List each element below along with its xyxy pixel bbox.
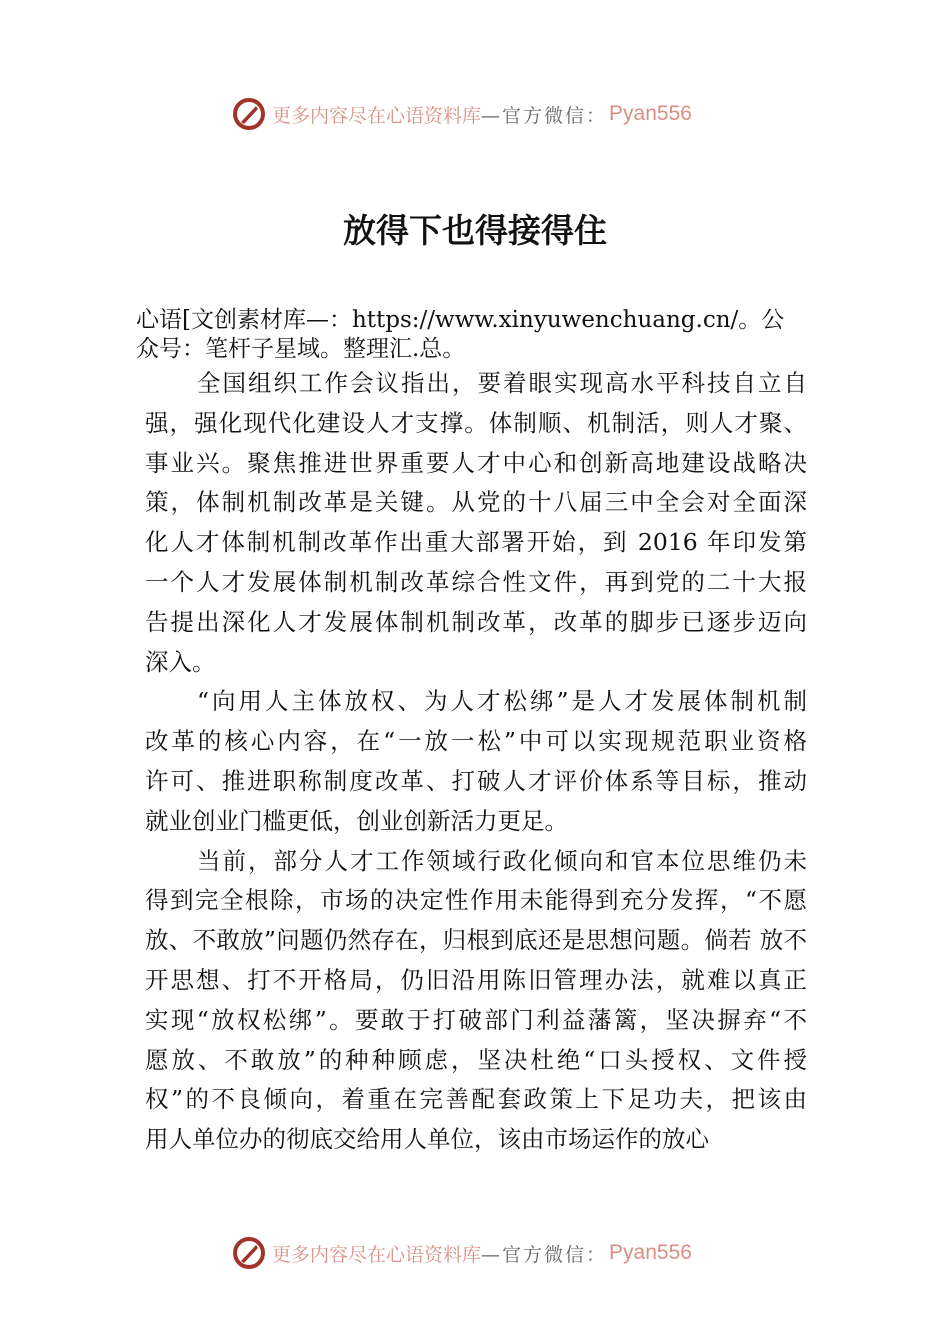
watermark-text: 更多内容尽在心语资料库 xyxy=(272,1243,482,1266)
paragraph-line: 强，强化现代化建设人才支撑。体制顺、机制活，则人才聚、 xyxy=(145,408,807,437)
paragraph-line: 得到完全根除，市场的决定性作用未能得到充分发挥，“不愿 xyxy=(145,886,807,915)
header-watermark xyxy=(232,97,692,131)
watermark-wechat-id: Pyan556 xyxy=(609,102,692,125)
document-body xyxy=(145,364,807,1160)
source-line: 心语[文创素材库—：https://www.xinyuwenchuang.cn/。公 xyxy=(136,307,785,333)
paragraph-line: 策，体制机制改革是关键。从党的十八届三中全会对全面深 xyxy=(145,488,807,517)
paragraph-line: 深入。 xyxy=(145,647,216,676)
paragraph-line: 事业兴。聚焦推进世界重要人才中心和创新高地建设战略决 xyxy=(145,448,807,477)
paragraph xyxy=(145,842,807,1160)
logo-icon xyxy=(232,1236,266,1270)
paragraph-line: 愿放、不敢放”的种种顾虑，坚决杜绝“口头授权、文件授 xyxy=(145,1045,807,1074)
paragraph-line: 开思想、打不开格局，仍旧沿用陈旧管理办法，就难以真正 xyxy=(145,965,807,994)
paragraph-line: 权”的不良倾向，着重在完善配套政策上下足功夫，把该由 xyxy=(145,1085,807,1114)
paragraph-line: 用人单位办的彻底交给用人单位，该由市场运作的放心 xyxy=(145,1125,709,1154)
source-line: 众号：笔杆子星域。整理汇.总。 xyxy=(136,336,466,362)
paragraph-line: 就业创业门槛更低，创业创新活力更足。 xyxy=(145,806,568,835)
source-note xyxy=(136,306,816,364)
paragraph-line: 改革的核心内容，在“一放一松”中可以实现规范职业资格 xyxy=(145,727,807,756)
paragraph-line: 一个人才发展体制机制改革综合性文件，再到党的二十大报 xyxy=(145,567,807,596)
paragraph xyxy=(145,364,807,682)
paragraph xyxy=(145,682,807,841)
logo-icon xyxy=(232,97,266,131)
paragraph-line: “向用人主体放权、为人才松绑”是人才发展体制机制 xyxy=(197,687,807,716)
watermark-wechat-id: Pyan556 xyxy=(609,1241,692,1264)
watermark-separator: —官方微信： xyxy=(481,104,608,127)
watermark-separator: —官方微信： xyxy=(481,1243,608,1266)
paragraph-line: 实现“放权松绑”。要敢于打破部门利益藩篱，坚决摒弃“不 xyxy=(145,1005,807,1034)
paragraph-line: 许可、推进职称制度改革、打破人才评价体系等目标，推动 xyxy=(145,766,807,795)
document-title: 放得下也得接得住 xyxy=(343,211,607,250)
paragraph-line: 当前，部分人才工作领域行政化倾向和官本位思维仍未 xyxy=(197,846,807,875)
watermark-text: 更多内容尽在心语资料库 xyxy=(272,104,482,127)
paragraph-line: 化人才体制机制改革作出重大部署开始，到 2016 年印发第 xyxy=(145,528,807,557)
paragraph-line: 全国组织工作会议指出，要着眼实现高水平科技自立自 xyxy=(197,369,807,397)
paragraph-line: 放、不敢放”问题仍然存在，归根到底还是思想问题。倘若 放不 xyxy=(145,926,807,955)
paragraph-line: 告提出深化人才发展体制机制改革，改革的脚步已逐步迈向 xyxy=(145,607,807,636)
footer-watermark xyxy=(232,1236,692,1270)
